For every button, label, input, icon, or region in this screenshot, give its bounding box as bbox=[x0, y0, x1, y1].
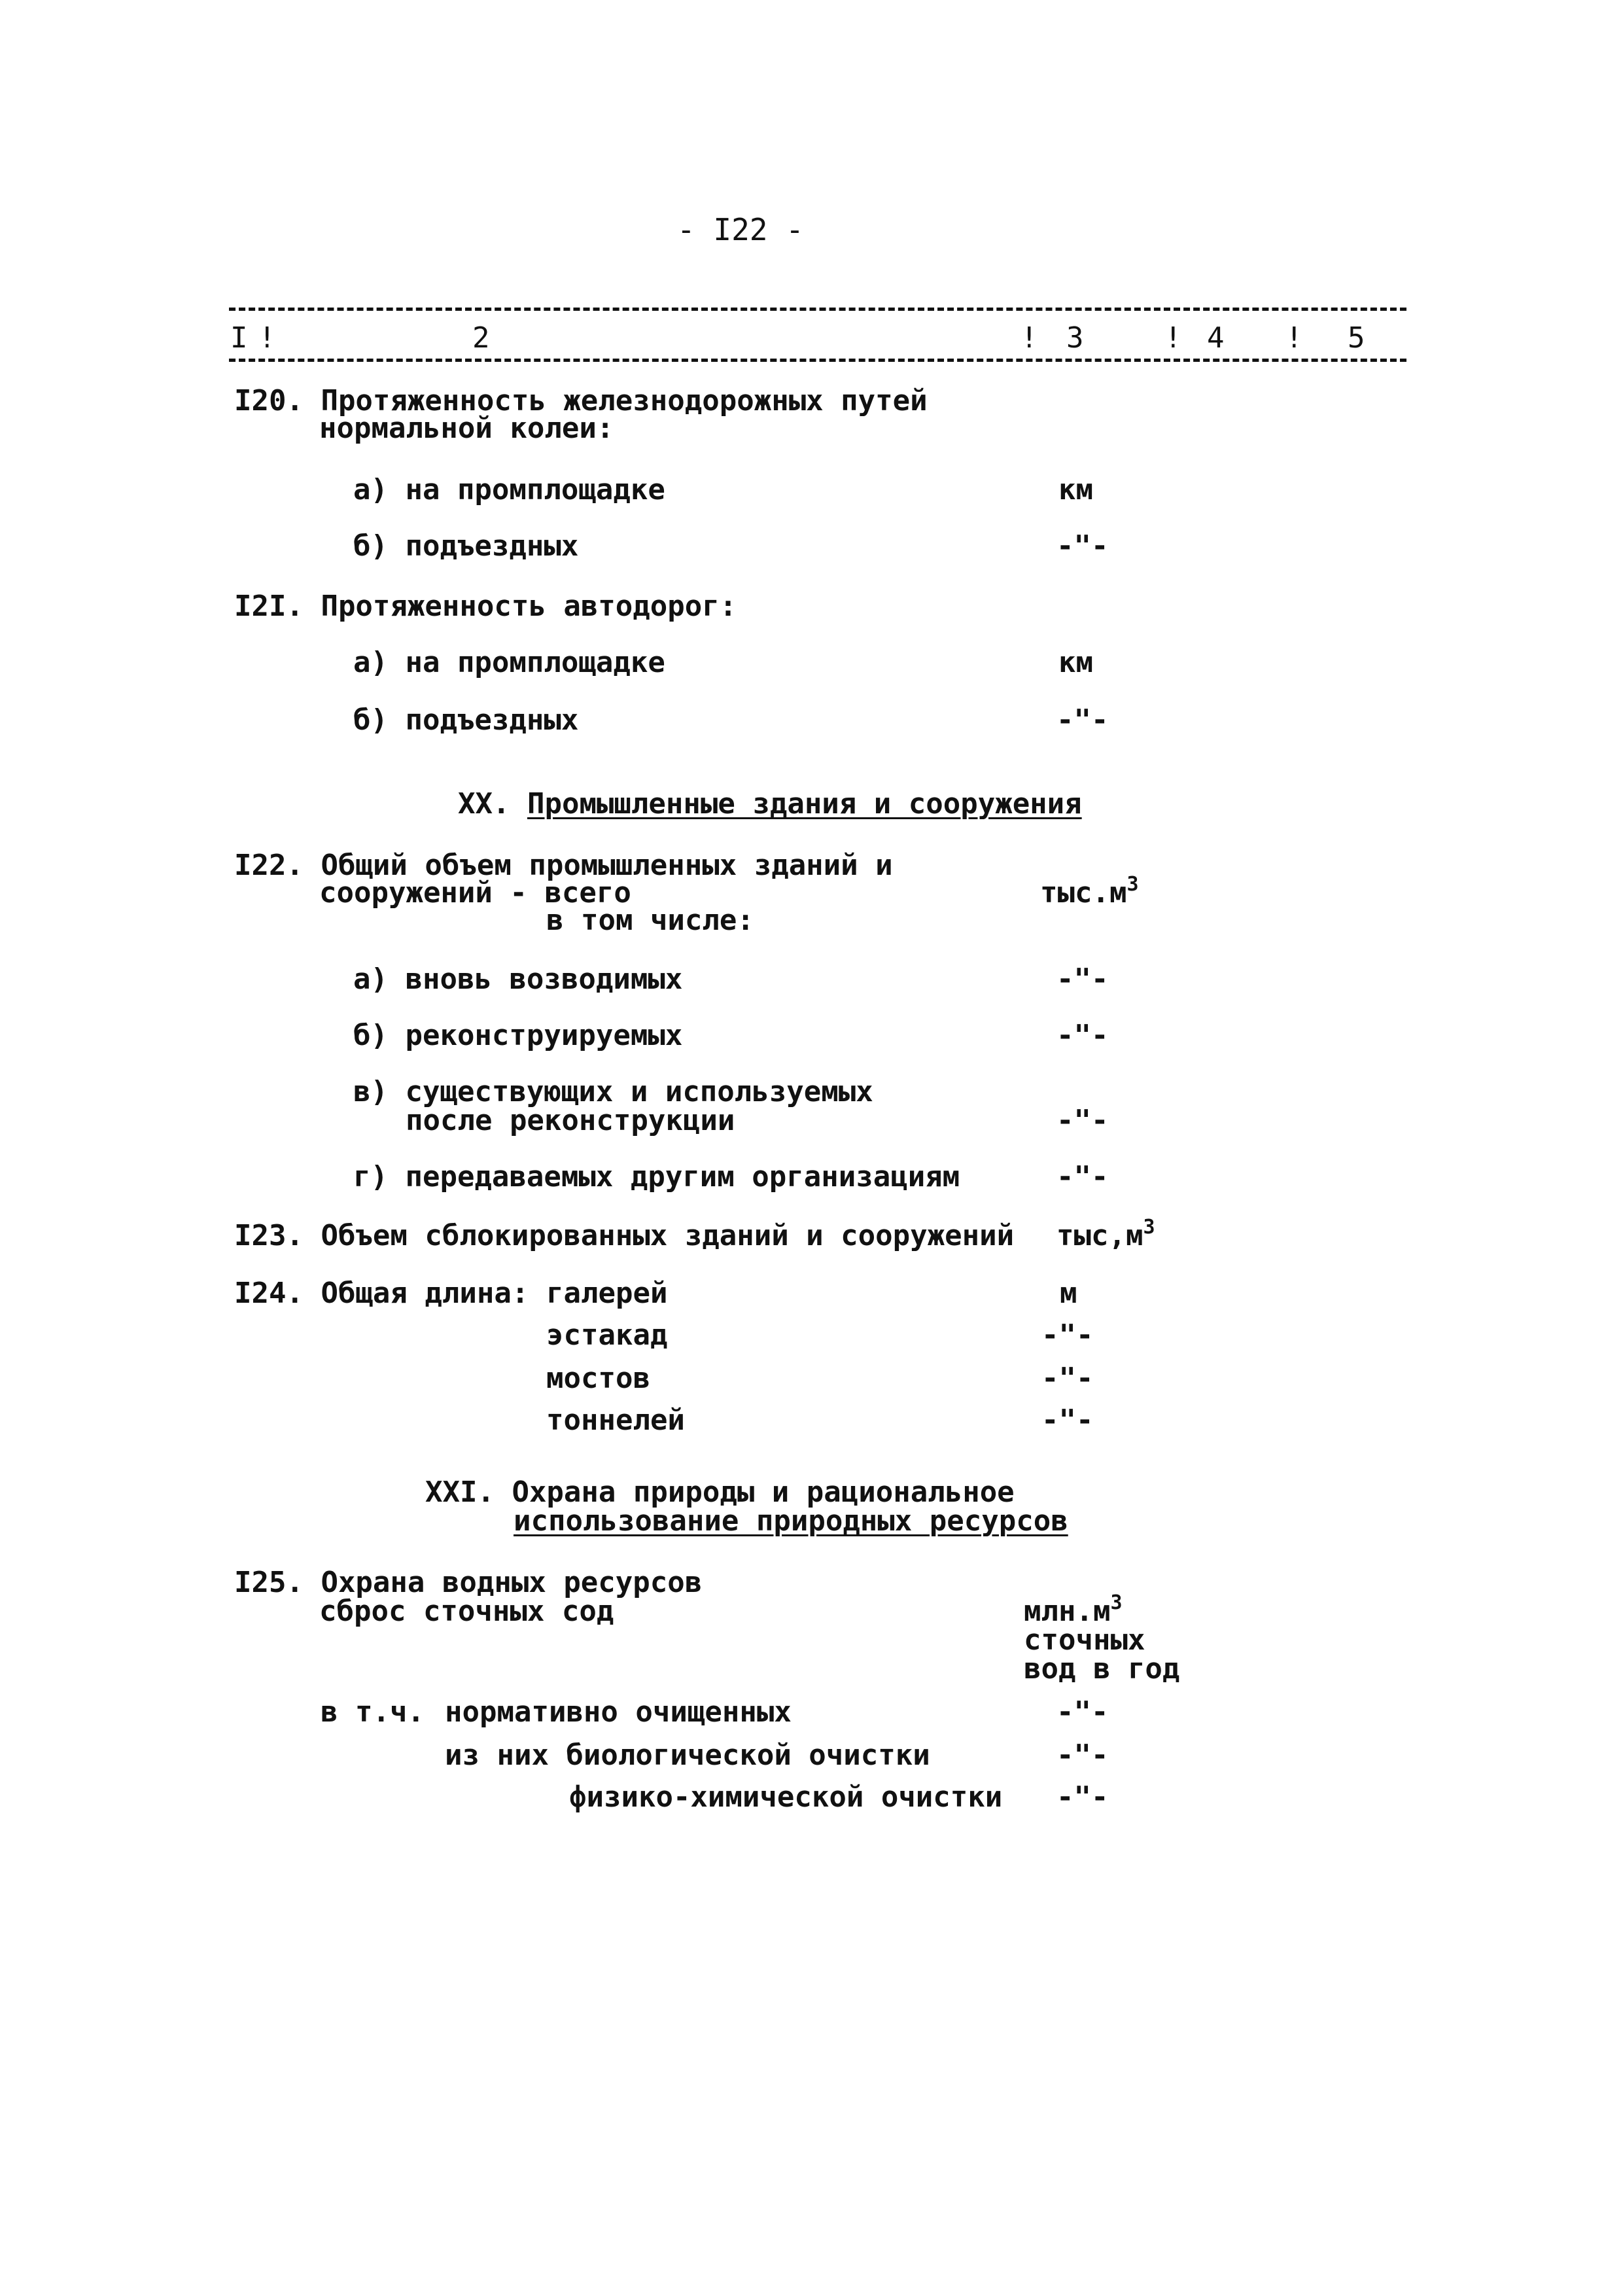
item-125-unit-line2: сточных bbox=[1024, 1623, 1145, 1657]
section-21-heading-line1: XXI. Охрана природы и рациональное bbox=[425, 1475, 1015, 1509]
item-124-bridges-unit: -"- bbox=[1041, 1362, 1094, 1395]
item-122-d: г) передаваемых другим организациям bbox=[353, 1160, 960, 1193]
item-124-gallery: галерей bbox=[546, 1277, 668, 1310]
item-124-bridges: мостов bbox=[546, 1362, 650, 1395]
col-4-label: 4 bbox=[1207, 321, 1225, 355]
item-122-line1: I22. Общий объем промышленных зданий и bbox=[234, 849, 893, 882]
item-121-a-unit: км bbox=[1058, 646, 1093, 679]
item-121-title: I2I. Протяженность автодорог: bbox=[234, 590, 737, 623]
section-20-title: Промышленные здания и сооружения bbox=[527, 787, 1082, 821]
item-124-gallery-unit: м bbox=[1060, 1277, 1077, 1310]
item-122-d-unit: -"- bbox=[1056, 1160, 1109, 1193]
item-125-sub1: нормативно очищенных bbox=[445, 1695, 792, 1729]
item-125-sub2: из них биологической очистки bbox=[445, 1739, 930, 1772]
item-123-unit: $тыс,м^3$ bbox=[1056, 1216, 1155, 1252]
col-separator: ! bbox=[1164, 321, 1182, 355]
item-122-c-line1: в) существующих и используемых bbox=[353, 1075, 873, 1108]
col-separator: ! bbox=[258, 321, 276, 355]
item-125-sub1-unit: -"- bbox=[1056, 1695, 1109, 1729]
col-3-label: 3 bbox=[1066, 321, 1084, 355]
header-rule-bottom bbox=[229, 359, 1406, 362]
item-125-sub3: физико-химической очистки bbox=[569, 1780, 1003, 1814]
item-125-unit-line3: вод в год bbox=[1024, 1652, 1180, 1686]
item-122-unit: $тыс.м^3$ bbox=[1040, 873, 1139, 910]
item-120-b: б) подъездных bbox=[353, 529, 579, 563]
header-rule-top bbox=[229, 308, 1406, 311]
item-120-title-line1: I20. Протяженность железнодорожных путей bbox=[234, 384, 928, 417]
page-number: - I22 - bbox=[677, 212, 804, 247]
item-121-b: б) подъездных bbox=[353, 703, 579, 737]
item-122-b: б) реконструируемых bbox=[353, 1019, 683, 1052]
item-124-trestle-unit: -"- bbox=[1041, 1318, 1094, 1352]
item-122-c-unit: -"- bbox=[1056, 1104, 1109, 1137]
item-124-tunnels-unit: -"- bbox=[1041, 1404, 1094, 1437]
item-121-a: а) на промплощадке bbox=[353, 646, 665, 679]
section-20-heading bbox=[458, 789, 1082, 819]
item-122-a: а) вновь возводимых bbox=[353, 963, 683, 996]
col-2-label: 2 bbox=[472, 321, 490, 355]
item-122-b-unit: -"- bbox=[1056, 1019, 1109, 1052]
item-123-text: I23. Объем сблокированных зданий и сооружений bbox=[234, 1219, 1015, 1252]
item-122-a-unit: -"- bbox=[1056, 963, 1109, 996]
section-21-heading-line2: использование природных ресурсов bbox=[514, 1504, 1068, 1538]
item-125-line1: I25. Охрана водных ресурсов bbox=[234, 1566, 703, 1599]
item-121-b-unit: -"- bbox=[1056, 703, 1109, 737]
item-125-sub1-prefix: в т.ч. bbox=[321, 1695, 425, 1729]
item-124-label: I24. Общая длина: bbox=[234, 1277, 529, 1310]
col-separator: ! bbox=[1285, 321, 1303, 355]
item-120-title-line2: нормальной колеи: bbox=[319, 412, 614, 445]
item-122-line2: сооружений - всего bbox=[319, 876, 631, 910]
item-122-c-line2: после реконструкции bbox=[406, 1104, 735, 1137]
item-124-tunnels: тоннелей bbox=[546, 1404, 685, 1437]
item-125-line2: сброс сточных сод bbox=[319, 1595, 614, 1628]
item-124-trestle: эстакад bbox=[546, 1318, 668, 1352]
col-1-label: I bbox=[230, 321, 248, 355]
col-separator: ! bbox=[1021, 321, 1038, 355]
item-125-unit-line1: $млн.м^3$ bbox=[1024, 1591, 1123, 1628]
item-122-line3: в том числе: bbox=[546, 904, 754, 937]
item-125-sub2-unit: -"- bbox=[1056, 1739, 1109, 1772]
item-125-sub3-unit: -"- bbox=[1056, 1780, 1109, 1814]
item-120-b-unit: -"- bbox=[1056, 529, 1109, 563]
section-20-number: XX. bbox=[458, 787, 527, 821]
item-120-a-unit: км bbox=[1058, 473, 1093, 506]
item-120-a: а) на промплощадке bbox=[353, 473, 665, 506]
col-5-label: 5 bbox=[1348, 321, 1365, 355]
